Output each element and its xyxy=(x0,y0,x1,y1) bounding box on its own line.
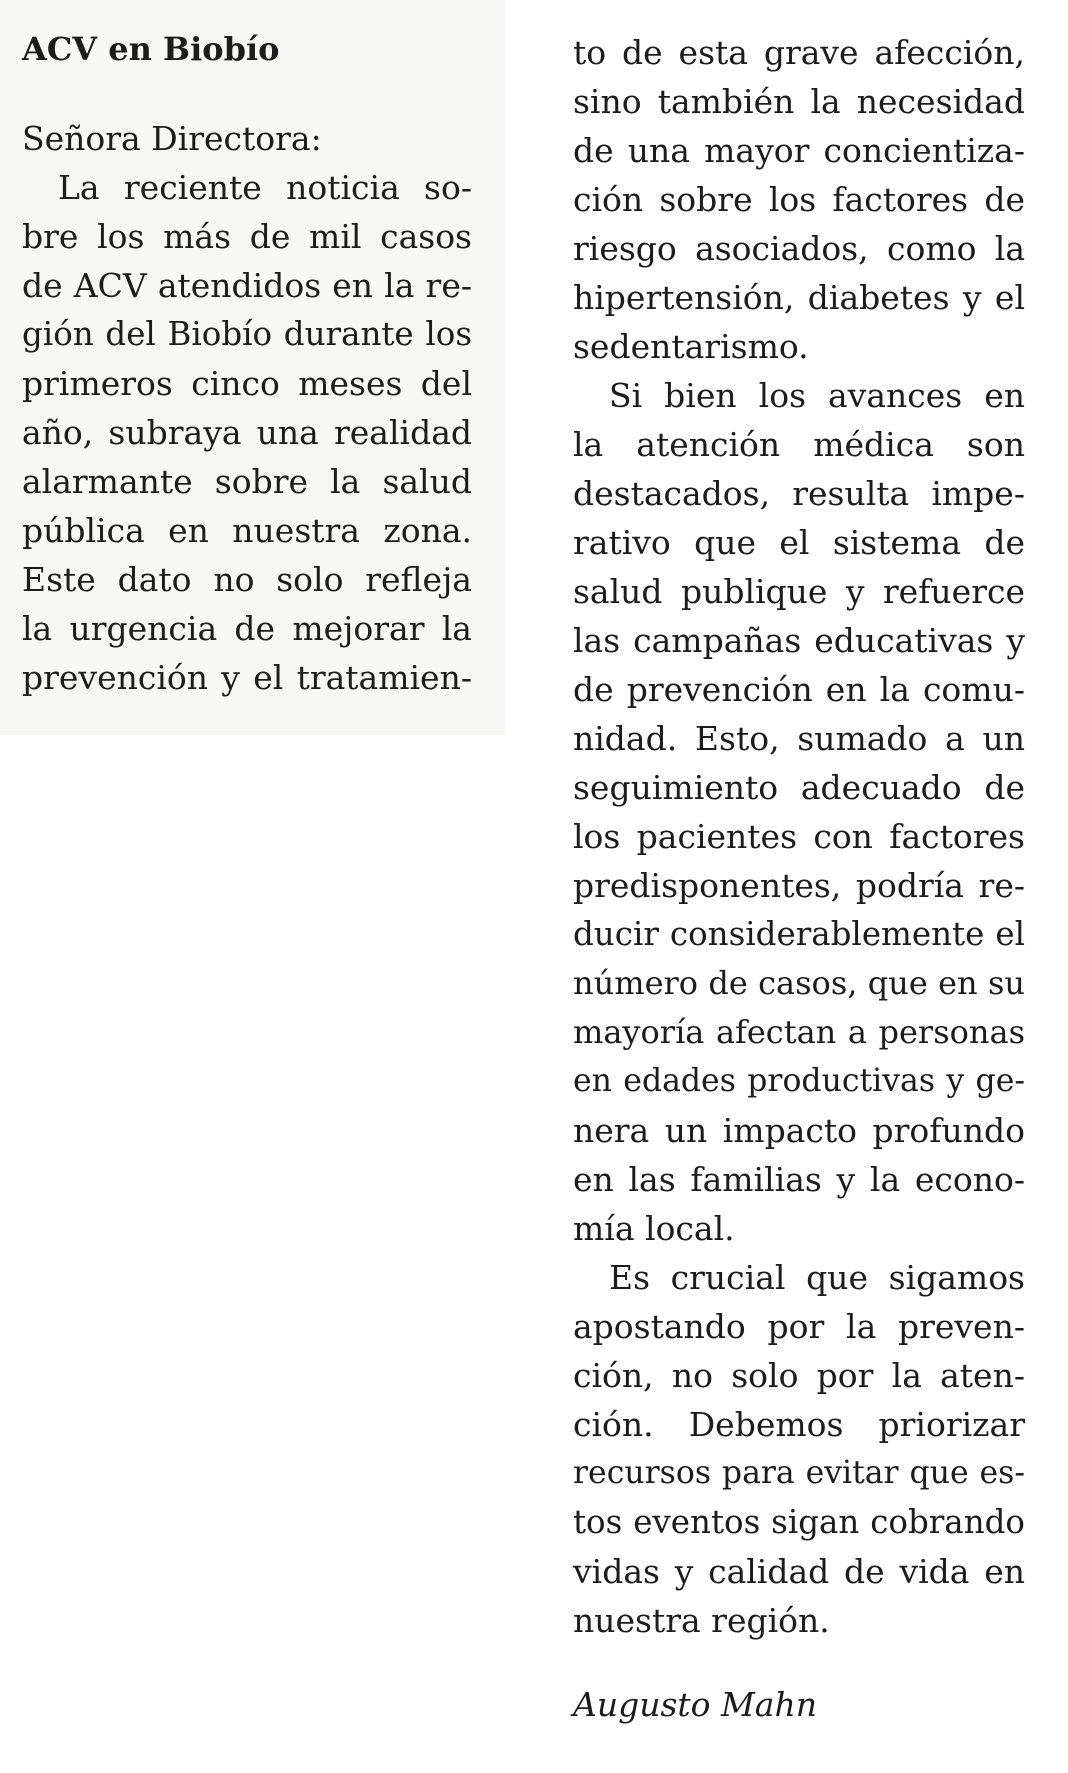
text-line: Si bien los avances en xyxy=(609,376,1025,415)
text-line: sino también la necesidad xyxy=(573,82,1025,121)
text-line: to de esta grave afección, xyxy=(573,33,1025,72)
text-line: ción sobre los factores de xyxy=(573,180,1025,219)
text-line: predisponentes, podría re- xyxy=(573,866,1025,905)
text-line: prevención y el tratamien- xyxy=(22,658,472,697)
text-line: mayoría afectan a personas xyxy=(573,1013,1025,1051)
text-line: los pacientes con factores xyxy=(573,817,1025,856)
text-line: en edades productivas y ge- xyxy=(573,1063,1025,1099)
text-line: en las familias y la econo- xyxy=(573,1160,1025,1199)
text-line: Este dato no solo refleja xyxy=(22,560,472,599)
text-line: ción, no solo por la aten- xyxy=(573,1356,1025,1395)
text-line: sedentarismo. xyxy=(573,327,809,366)
text-line: Es crucial que sigamos xyxy=(609,1258,1025,1297)
text-line: nidad. Esto, sumado a un xyxy=(573,719,1025,758)
text-line: recursos para evitar que es- xyxy=(573,1455,1025,1491)
right-column xyxy=(573,28,1025,1645)
text-line: ción. Debemos priorizar xyxy=(573,1405,1025,1444)
salutation: Señora Directora: xyxy=(22,119,322,158)
text-line: tos eventos sigan cobrando xyxy=(573,1503,1025,1541)
text-line: de una mayor concientiza- xyxy=(573,131,1025,170)
text-line: año, subraya una realidad xyxy=(22,413,472,452)
signature: Augusto Mahn xyxy=(573,1685,817,1724)
text-line: la urgencia de mejorar la xyxy=(22,609,472,648)
text-line: vidas y calidad de vida en xyxy=(573,1552,1025,1591)
text-line: riesgo asociados, como la xyxy=(573,229,1025,268)
text-line: seguimiento adecuado de xyxy=(573,768,1025,807)
text-line: de ACV atendidos en la re- xyxy=(22,266,472,305)
text-line: alarmante sobre la salud xyxy=(22,462,472,501)
text-line: nera un impacto profundo xyxy=(573,1111,1025,1150)
text-line: de prevención en la comu- xyxy=(573,670,1025,709)
text-line: ducir considerablemente el xyxy=(573,915,1025,953)
letter-title: ACV en Biobío xyxy=(22,30,280,68)
text-line: salud publique y refuerce xyxy=(573,572,1025,611)
left-column xyxy=(22,28,472,702)
text-line: pública en nuestra zona. xyxy=(22,511,472,550)
text-line: mía local. xyxy=(573,1209,735,1248)
text-line: bre los más de mil casos xyxy=(22,217,472,256)
text-line: La reciente noticia so- xyxy=(58,168,472,207)
text-line: rativo que el sistema de xyxy=(573,523,1025,562)
text-line: nuestra región. xyxy=(573,1601,830,1640)
text-line: apostando por la preven- xyxy=(573,1307,1025,1346)
text-line: la atención médica son xyxy=(573,425,1025,464)
text-line: número de casos, que en su xyxy=(573,964,1025,1002)
text-line: gión del Biobío durante los xyxy=(22,315,472,353)
text-line: destacados, resulta impe- xyxy=(573,474,1025,513)
text-line: hipertensión, diabetes y el xyxy=(573,278,1025,317)
text-line: las campañas educativas y xyxy=(573,621,1025,660)
text-line: primeros cinco meses del xyxy=(22,364,472,403)
